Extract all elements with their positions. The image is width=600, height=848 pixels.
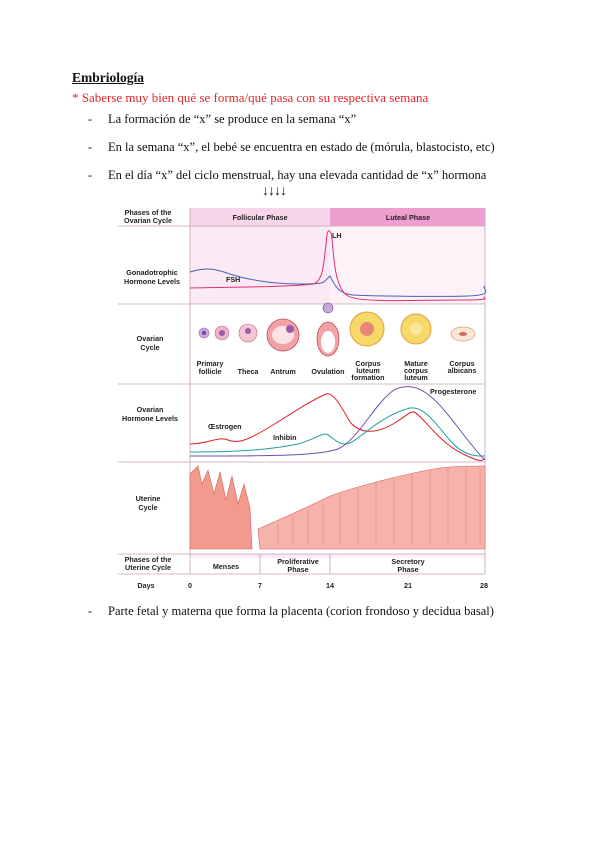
- label-ovarian-hormones: Ovarian: [136, 405, 164, 414]
- label-ovarian-cycle: Cycle: [140, 343, 160, 352]
- bullet-text: La formación de “x” se produce en la semana “x”: [108, 112, 357, 126]
- day-tick: 7: [258, 581, 262, 590]
- proliferative-label: Proliferative: [277, 557, 319, 566]
- stage-label: Primary: [196, 359, 224, 368]
- menses-label: Menses: [212, 562, 240, 571]
- day-tick: 28: [480, 581, 488, 590]
- bullet-dash: -: [88, 604, 93, 618]
- stage-label: luteum: [356, 366, 380, 375]
- stage-label: follicle: [198, 367, 222, 376]
- label-gonadotrophic: Hormone Levels: [124, 277, 180, 286]
- secretory-label: Phase: [397, 565, 419, 574]
- day-tick: 14: [326, 581, 334, 590]
- label-phases-ovarian: Phases of the: [124, 208, 172, 217]
- lh-label: LH: [332, 231, 342, 240]
- doc-subtitle: * Saberse muy bien qué se forma/qué pasa con su respectiva semana: [72, 90, 429, 105]
- bullet-item: [88, 112, 356, 127]
- bullet-text: En el día “x” del ciclo menstrual, hay una elevada cantidad de “x” hormona: [108, 168, 487, 182]
- label-gonadotrophic: Gonadotrophic: [126, 268, 178, 277]
- day-tick: 0: [188, 581, 192, 590]
- inhibin-label: Inhibin: [273, 433, 297, 442]
- label-ovarian-cycle: Ovarian: [136, 334, 164, 343]
- bullet-item: [88, 168, 486, 183]
- bullet-dash: -: [88, 140, 93, 154]
- day-tick: 21: [404, 581, 412, 590]
- label-phases-uterine: Phases of the: [124, 555, 172, 564]
- label-uterine-cycle: Cycle: [138, 503, 158, 512]
- stage-label: albicans: [447, 366, 477, 375]
- stage-label: Antrum: [270, 367, 296, 376]
- stage-label: Theca: [237, 367, 259, 376]
- bullet-item: [88, 604, 494, 619]
- progesterone-label: Progesterone: [430, 387, 477, 396]
- label-uterine-cycle: Uterine: [135, 494, 161, 503]
- proliferative-label: Phase: [287, 565, 309, 574]
- bullet-dash: -: [88, 168, 93, 182]
- bullet-dash: -: [88, 112, 93, 126]
- bullet-text: En la semana “x”, el bebé se encuentra en estado de (mórula, blastocisto, etc): [108, 140, 495, 154]
- stage-label: corpus: [404, 366, 428, 375]
- label-phases-uterine: Uterine Cycle: [125, 563, 171, 572]
- bullet-item: [88, 140, 495, 155]
- estrogen-label: Œstrogen: [208, 422, 242, 431]
- follicular-phase-label: Follicular Phase: [232, 213, 288, 222]
- label-days: Days: [137, 581, 155, 590]
- bullet-text: Parte fetal y materna que forma la placenta (corion frondoso y decidua basal): [108, 604, 494, 618]
- down-arrows-icon: ↓↓↓↓: [262, 184, 286, 199]
- stage-label: Corpus: [449, 359, 475, 368]
- doc-title: Embriología: [72, 70, 145, 85]
- stage-label: luteum: [404, 373, 428, 382]
- stage-label: Mature: [404, 359, 428, 368]
- stage-label: Corpus: [355, 359, 381, 368]
- fsh-label: FSH: [226, 275, 241, 284]
- label-phases-ovarian: Ovarian Cycle: [124, 216, 172, 225]
- stage-label: Ovulation: [311, 367, 345, 376]
- secretory-label: Secretory: [391, 557, 425, 566]
- menstrual-cycle-figure: [118, 204, 490, 594]
- luteal-phase-label: Luteal Phase: [385, 213, 431, 222]
- label-ovarian-hormones: Hormone Levels: [122, 414, 178, 423]
- stage-label: formation: [351, 373, 385, 382]
